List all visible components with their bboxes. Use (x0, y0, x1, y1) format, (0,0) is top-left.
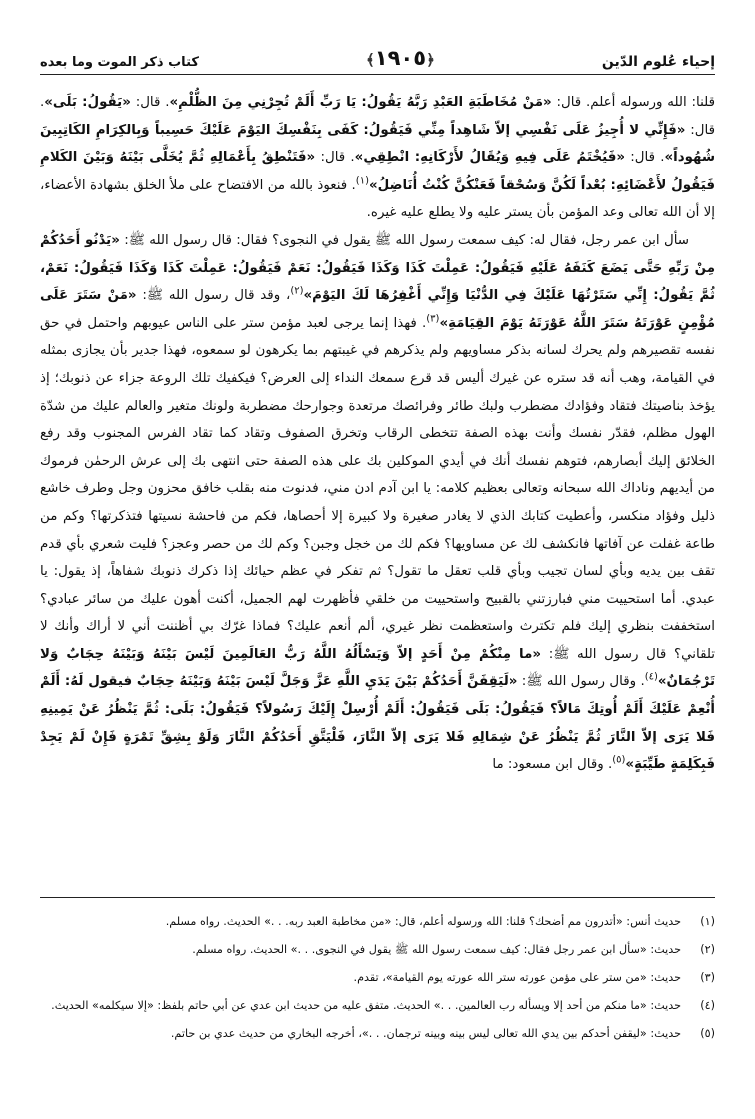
footnote-text: حديث: «ما منكم من أحد إلا ويسأله رب العالمين. . .» الحديث. متفق عليه من حديث ابن عدي عن أبي حاتم بلفظ: «إلا سيكلمه» الحديث. (51, 999, 681, 1012)
ornament-left-icon: ﴾ (365, 51, 375, 69)
footnotes (40, 897, 715, 1051)
footnote-text: حديث أنس: «أتدرون مم أضحك؟ قلنا: الله ورسوله أعلم، قال: «من مخاطبة العبد ربه. . .» الحديث. رواه مسلم. (165, 915, 681, 928)
text-segment: . قال: (130, 95, 170, 110)
main-text (40, 89, 715, 779)
text-segment: . وقال ابن مسعود: ما (492, 757, 613, 773)
footnote-item (40, 911, 715, 932)
book-title: إحياء عُلوم الدّين (601, 54, 715, 70)
footnote-number: (٤) (700, 999, 715, 1012)
text-segment: . فنعوذ بالله من الافتضاح على ملأ الخلق بشهادة الأعضاء، إلا أن الله تعالى وعد المؤمن بأن يستر عليه ولا يطلع عليه غيره. (40, 177, 715, 221)
hadith-quote: «يَدْنُو أَحَدُكُمْ مِنْ رَبِّهِ حَتَّى يَضَعَ كَنَفَهُ عَلَيْهِ فَيَقُولُ: عَمِلْتَ كَذَا وَكَذَا فَيَقُولُ: نَعَمْ فَيَقُولُ: عَمِلْتَ كَذَا وَكَذَا فَيَقُولُ: نَعَمْ، ثُمَّ يَقُولُ: إِنِّي سَتَرْتُهَا عَلَيْكَ فِي الدُّنْيَا وَإِنِّي أَغْفِرُهَا لَكَ اليَوْمَ» (40, 232, 715, 304)
footnote-number: (٣) (700, 971, 715, 984)
footnote-item (40, 1023, 715, 1044)
hadith-quote: «لَيَقِفَنَّ أَحَدُكُمْ بَيْنَ يَدَيِ اللَّهِ عَزَّ وَجَلَّ لَيْسَ بَيْنَهُ وَبَيْنَهُ حِجَابٌ فيقول لَهُ: أَلَمْ أُنْعِمْ عَلَيْكَ أَلَمْ أُوتِكَ مَالاً؟ فَيَقُولُ: بَلَى فَيَقُولُ: أَلَمْ أُرْسِلْ إِلَيْكَ رَسُولاً؟ فَيَقُولُ: بَلَى: ثُمَّ يَنْظُرُ عَنْ يَمِينِهِ فَلا يَرَى إلاّ النَّارَ ثُمَّ يَنْظُرُ عَنْ شِمَالِهِ فَلا يَرَى إلاّ النَّارَ، فَلْيَتَّقِ أَحَدُكُمْ النَّارَ وَلَوْ بِشِقِّ تَمْرَةٍ فَإِنْ لَمْ يَجِدْ فَبِكَلِمَةٍ طَيِّبَةٍ» (40, 674, 715, 773)
paragraph-2 (40, 227, 715, 779)
text-segment: سأل ابن عمر رجل، فقال له: كيف سمعت رسول الله ﷺ يقول في النجوى؟ فقال: قال رسول الله ﷺ: (119, 232, 690, 248)
footnote-ref-4[interactable]: (٤) (644, 672, 658, 683)
footnote-number: (٥) (700, 1027, 715, 1040)
text-segment: . فهذا إنما يرجى لعبد مؤمن ستر على الناس عيوبهم واحتمل في حق نفسه تقصيرهم ولم يحرك لسانه بذكر مساويهم ولم يذكرهم في غيبتهم بما يكرهون لو سمعوه، فهذا جدير بأن يجازى بمثله في القيامة، وهب أنه قد ستره عن غيرك أليس قد قرع سمعك النداء إلى العرض؟ فيكفيك تلك الروعة جزاء عن ذنوبك؛ إذ يؤخذ بناصيتك فتقاد وفؤادك مضطرب ولبك طائر وفرائصك مرتعدة وجوارحك مضطربة ولونك متغير والعالم عليك من شدّة الهول مظلم، فقدّر نفسك وأنت بهذه الصفة تتخطى الرقاب وتخرق الصفوف وتقاد كما تقاد الفرس المجنوب وقد رفع الخلائق إليك أبصارهم، فتوهم نفسك أنك في أيدي الموكلين بك على هذه الصفة حتى انتهى بك إلى عرش الرحمٰن فرموك من أيديهم وناداك الله سبحانه وتعالى بعظيم كلامه: يا ابن آدم ادن مني، فدنوت منه بقلب خافق محزون وجل وطرف خاشع ذليل وفؤاد منكسر، وأعطيت كتابك الذي لا يغادر صغيرة ولا كبيرة إلا أحصاها، فكم من فاحشة نسيتها فتذكرتها؟ وكم من طاعة غفلت عن آفاتها فانكشف لك عن مساويها؟ فكم لك من خجل وجبن؟ وكم لك من حصر وعجز؟ فليت شعري بأي قدم تقف بين يديه وبأي لسان تجيب وبأي قلب تعقل ما تقول؟ ثم تفكر في عظم حيائك إذا ذكرك ذنوبك شفاهاً، إذ يقول: يا عبدي. أما استحييت مني فبارزتني بالقبيح واستحييت من خلقي فأظهرت لهم الجميل، أكنت أهون عليك من سائر عبادي؟ استخففت بنظري إليك فلم تكترث واستعظمت نظر غيري، ألم أنعم عليك؟ فماذا غرّك بي أظننت أني لا أراك وأنك لا تلقاني؟ قال رسول الله ﷺ: (40, 315, 716, 662)
text-segment: ، وقد قال رسول الله ﷺ: (136, 288, 291, 304)
text-segment: . قال: (40, 95, 715, 138)
page-number-group (366, 46, 435, 70)
footnote-ref-1[interactable]: (١) (355, 175, 369, 187)
text-segment: . وقال رسول الله ﷺ: (517, 674, 645, 690)
footnote-text: حديث: «ليقفن أحدكم بين يدي الله تعالى ليس بينه وبينه ترجمان. . .»، أخرجه البخاري من حديث عدي بن حاتم. (170, 1027, 681, 1040)
page-number: ١٩٠٥ (374, 46, 427, 70)
footnote-number: (١) (700, 915, 715, 928)
hadith-quote: «فَيُخْتَمُ عَلَى فِيهِ وَيُقَالُ لأَرْكَانِهِ: انْطِقِي» (354, 150, 626, 166)
footnote-ref-2[interactable]: (٢) (290, 285, 304, 297)
footnote-text: حديث: «من ستر على مؤمن عورته ستر الله عورته يوم القيامة»، تقدم. (353, 971, 681, 984)
hadith-quote: «يَقُولُ: بَلَى» (44, 95, 131, 110)
footnote-item (40, 939, 715, 960)
footnote-ref-5[interactable]: (٥) (612, 754, 626, 766)
footnote-ref-3[interactable]: (٣) (426, 313, 440, 325)
text-segment: قلنا: الله ورسوله أعلم. قال: (551, 95, 715, 110)
hadith-quote: «ما مِنْكُمْ مِنْ أَحَدٍ إلاّ وَيَسْأَلُهُ اللَّهُ رَبُّ العَالَمِينَ لَيْسَ بَيْنَهُ وَبَيْنَهُ حِجَابٌ وَلا تَرْجُمَانٌ» (40, 646, 715, 690)
footnote-item (40, 967, 715, 988)
footnote-text: حديث: «سأل ابن عمر رجل فقال: كيف سمعت رسول الله ﷺ يقول في النجوى. . .» الحديث. رواه مسلم. (192, 943, 681, 956)
ornament-right-icon: ﴿ (426, 51, 435, 69)
hadith-quote: «مَنْ مُخَاطَبَةِ العَبْدِ رَبَّهُ يَقُولُ: يَا رَبِّ أَلَمْ تُجِرْنِي مِنَ الظُّلْمِ» (169, 95, 552, 110)
text-segment: . قال: (315, 150, 355, 166)
footnote-number: (٢) (700, 943, 715, 956)
hadith-quote: «مَنْ سَتَرَ عَلَى مُؤْمِنٍ عَوْرَتَهُ سَتَرَ اللَّهُ عَوْرَتَهُ يَوْمَ القِيَامَةِ» (40, 288, 715, 331)
hadith-quote: «فَتَنْطِقُ بِأَعْمَالِهِ ثُمَّ يُخَلَّى بَيْنَهُ وَبَيْنَ الكَلامِ فَيَقُولُ لأَعْضَائِهِ: بُعْداً لَكُنَّ وَسُحْقاً فَعَنْكُنَّ كُنْتُ أُنَاضِلُ» (40, 150, 715, 193)
footnote-item (40, 995, 715, 1016)
page-header (40, 34, 715, 75)
hadith-quote: «فَإِنِّي لا أُجِيزُ عَلَى نَفْسِي إلاّ شَاهِداً مِنِّي فَيَقُولُ: كَفَى بِنَفْسِكَ اليَوْمَ عَلَيْكَ حَسِيباً وَبِالكِرَامِ الكَاتِبِينَ شُهُوداً» (40, 122, 715, 166)
paragraph-1 (40, 89, 715, 227)
text-segment: . قال: (625, 150, 665, 166)
chapter-title: كتاب ذكر الموت وما بعده (40, 55, 199, 70)
